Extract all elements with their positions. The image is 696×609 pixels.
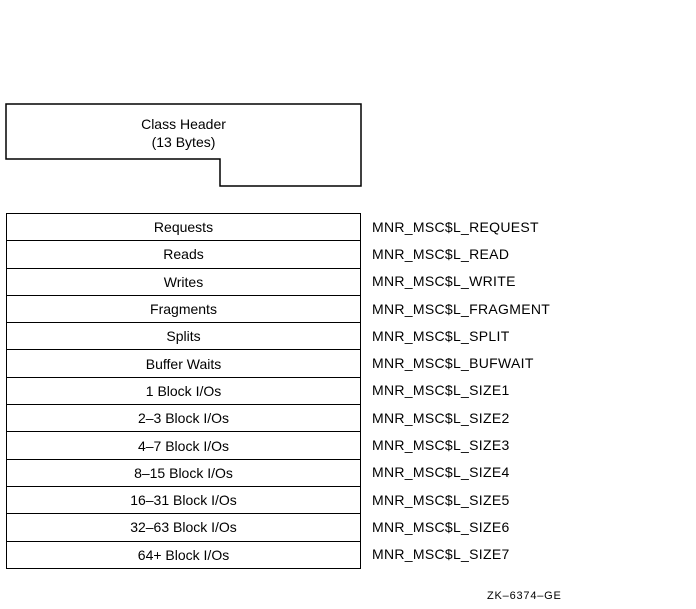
- class-header-title: Class Header: [141, 116, 226, 132]
- field-row: 32–63 Block I/Os: [7, 514, 360, 541]
- fields-table: [6, 213, 361, 569]
- field-symbol: MNR_MSC$L_SIZE2: [372, 409, 510, 426]
- field-row: Splits: [7, 323, 360, 350]
- field-symbol: MNR_MSC$L_REQUEST: [372, 218, 539, 235]
- field-row: 4–7 Block I/Os: [7, 432, 360, 459]
- field-row: Writes: [7, 269, 360, 296]
- field-row: 8–15 Block I/Os: [7, 460, 360, 487]
- field-symbol: MNR_MSC$L_SIZE1: [372, 382, 510, 399]
- field-symbol: MNR_MSC$L_BUFWAIT: [372, 355, 534, 372]
- field-symbol: MNR_MSC$L_SIZE7: [372, 546, 510, 563]
- symbol-column: [372, 213, 550, 568]
- field-symbol: MNR_MSC$L_SIZE3: [372, 437, 510, 454]
- field-symbol: MNR_MSC$L_WRITE: [372, 273, 516, 290]
- field-row: Fragments: [7, 296, 360, 323]
- field-row: Requests: [7, 214, 360, 241]
- field-symbol: MNR_MSC$L_SIZE4: [372, 464, 510, 481]
- class-header-block: [0, 0, 696, 205]
- field-row: Buffer Waits: [7, 350, 360, 377]
- field-symbol: MNR_MSC$L_READ: [372, 245, 510, 262]
- class-header-size: (13 Bytes): [151, 134, 216, 150]
- field-symbol: MNR_MSC$L_SIZE5: [372, 491, 510, 508]
- field-row: 1 Block I/Os: [7, 378, 360, 405]
- field-row: 2–3 Block I/Os: [7, 405, 360, 432]
- field-row: 64+ Block I/Os: [7, 542, 360, 569]
- figure-id: ZK–6374–GE: [487, 590, 562, 602]
- field-symbol: MNR_MSC$L_SIZE6: [372, 518, 510, 535]
- field-symbol: MNR_MSC$L_SPLIT: [372, 327, 510, 344]
- field-row: Reads: [7, 241, 360, 268]
- field-symbol: MNR_MSC$L_FRAGMENT: [372, 300, 551, 317]
- field-row: 16–31 Block I/Os: [7, 487, 360, 514]
- class-header-outline: [0, 0, 696, 200]
